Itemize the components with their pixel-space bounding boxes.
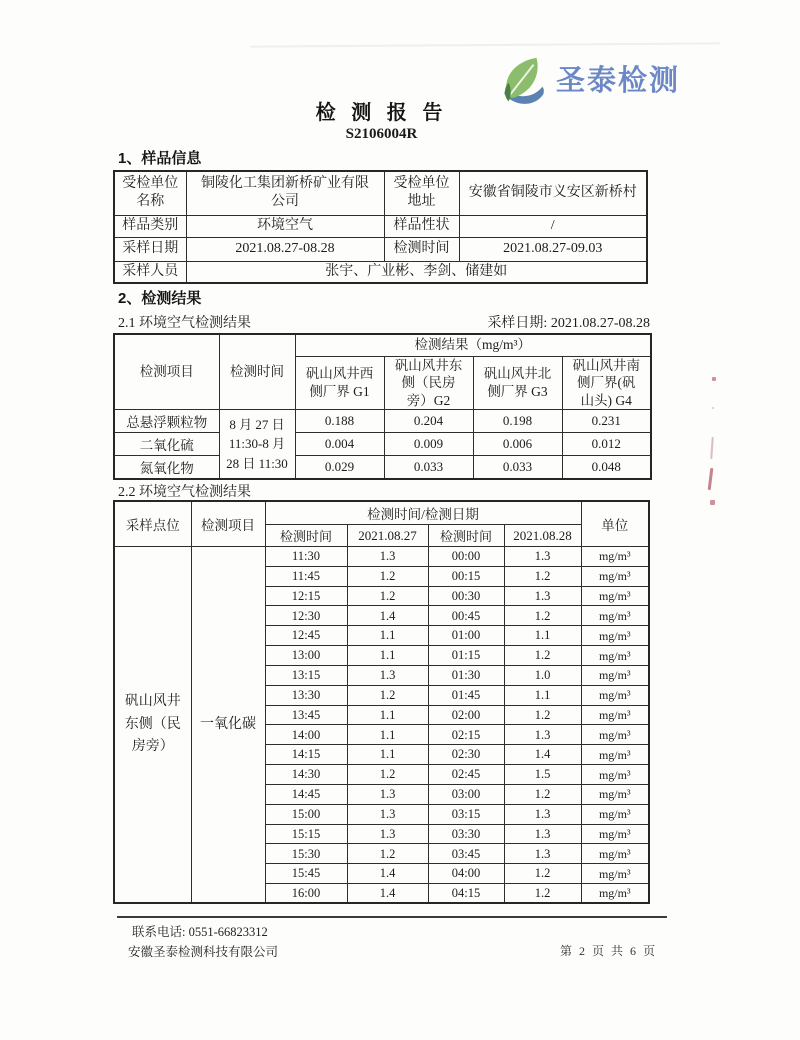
footer-company: 安徽圣泰检测科技有限公司	[128, 945, 279, 959]
value-cell: 1.2	[347, 685, 428, 705]
time-cell: 03:30	[428, 824, 504, 844]
value-cell: 0.231	[562, 410, 651, 433]
scan-red-mark	[710, 500, 715, 505]
value-cell: 0.033	[384, 456, 473, 480]
scan-red-mark	[708, 468, 714, 490]
value-cell: 1.5	[504, 765, 581, 785]
footer-page-number: 第 2 页 共 6 页	[560, 944, 658, 958]
unit-cell: mg/m³	[581, 606, 649, 626]
value-cell: 1.3	[347, 784, 428, 804]
value-cell: 1.2	[504, 606, 581, 626]
time-cell: 15:45	[265, 864, 347, 884]
unit-cell: mg/m³	[581, 626, 649, 646]
col-header-location-g1: 矾山风井西侧厂界 G1	[295, 356, 384, 410]
col-header-time2: 检测时间	[428, 525, 504, 547]
unit-cell: mg/m³	[581, 566, 649, 586]
value-cell: 1.2	[347, 765, 428, 785]
unit-cell: mg/m³	[581, 824, 649, 844]
table-row	[114, 501, 649, 525]
unit-cell: mg/m³	[581, 586, 649, 606]
label-sampling-personnel: 采样人员	[114, 261, 186, 283]
value-cell: 1.1	[347, 745, 428, 765]
time-cell: 12:45	[265, 626, 347, 646]
test-item-cell: 氮氧化物	[114, 456, 219, 480]
scan-red-mark	[712, 377, 716, 381]
col-header-sampling-point: 采样点位	[114, 501, 191, 547]
time-cell: 03:45	[428, 844, 504, 864]
unit-cell: mg/m³	[581, 547, 649, 567]
time-cell: 00:15	[428, 566, 504, 586]
value-cell: 0.048	[562, 456, 651, 480]
time-cell: 15:30	[265, 844, 347, 864]
value-cell: 0.198	[473, 410, 562, 433]
col-header-datetime: 检测时间/检测日期	[265, 501, 581, 525]
time-cell: 00:30	[428, 586, 504, 606]
value-cell: 1.4	[504, 745, 581, 765]
value-cell: 1.2	[347, 566, 428, 586]
scan-artifact-line	[250, 42, 720, 47]
value-cell: 0.029	[295, 456, 384, 480]
test-item-cell: 总悬浮颗粒物	[114, 410, 219, 433]
time-cell: 02:45	[428, 765, 504, 785]
col-header-date1: 2021.08.27	[347, 525, 428, 547]
time-cell: 15:00	[265, 804, 347, 824]
value-cell: 1.1	[504, 626, 581, 646]
time-cell: 01:30	[428, 665, 504, 685]
table-row	[114, 433, 651, 456]
value-cell: 1.4	[347, 884, 428, 904]
unit-cell: mg/m³	[581, 844, 649, 864]
col-header-location-g4: 矾山风井南侧厂界(矾山头) G4	[562, 356, 651, 410]
value-cell: 0.006	[473, 433, 562, 456]
value-cell: 0.012	[562, 433, 651, 456]
time-cell: 02:00	[428, 705, 504, 725]
unit-cell: mg/m³	[581, 705, 649, 725]
section1-heading: 1、样品信息	[118, 150, 202, 167]
table-row	[114, 410, 651, 433]
col-header-unit: 单位	[581, 501, 649, 547]
unit-cell: mg/m³	[581, 665, 649, 685]
value-cell: 1.3	[504, 844, 581, 864]
value-cell: 1.3	[504, 547, 581, 567]
value-cell: 1.2	[347, 844, 428, 864]
unit-cell: mg/m³	[581, 804, 649, 824]
value-sampling-personnel: 张宇、广业彬、李剑、储建如	[186, 261, 647, 283]
air-results-table	[113, 333, 652, 480]
time-cell: 13:15	[265, 665, 347, 685]
footer-phone: 联系电话: 0551-66823312	[132, 925, 268, 939]
col-header-location-g2: 矾山风井东侧（民房旁）G2	[384, 356, 473, 410]
label-sample-character: 样品性状	[384, 215, 459, 237]
time-cell: 14:00	[265, 725, 347, 745]
value-cell: 0.033	[473, 456, 562, 480]
time-cell: 03:00	[428, 784, 504, 804]
table-row	[114, 456, 651, 480]
table-row	[114, 215, 647, 237]
value-cell: 1.2	[504, 646, 581, 666]
value-cell: 1.2	[504, 884, 581, 904]
col-header-test-item: 检测项目	[114, 334, 219, 410]
sampling-date-note: 采样日期: 2021.08.27-08.28	[487, 316, 650, 331]
label-test-time: 检测时间	[384, 237, 459, 261]
col-header-location-g3: 矾山风井北侧厂界 G3	[473, 356, 562, 410]
unit-cell: mg/m³	[581, 884, 649, 904]
time-cell: 14:45	[265, 784, 347, 804]
value-cell: 0.188	[295, 410, 384, 433]
unit-cell: mg/m³	[581, 725, 649, 745]
value-cell: 1.3	[347, 804, 428, 824]
co-timeseries-table	[113, 500, 650, 904]
time-cell: 14:15	[265, 745, 347, 765]
sampling-point-cell: 矾山风井东侧（民房旁）	[114, 547, 191, 904]
value-cell: 1.1	[347, 725, 428, 745]
section21-heading: 2.1 环境空气检测结果	[118, 316, 251, 331]
unit-cell: mg/m³	[581, 646, 649, 666]
label-sample-type: 样品类别	[114, 215, 186, 237]
footer-divider	[117, 916, 667, 918]
value-cell: 1.0	[504, 665, 581, 685]
co-table-body	[114, 547, 649, 904]
value-test-time: 2021.08.27-09.03	[459, 237, 647, 261]
value-unit-name: 铜陵化工集团新桥矿业有限公司	[186, 171, 384, 215]
table-row	[114, 334, 651, 356]
label-sampling-date: 采样日期	[114, 237, 186, 261]
time-cell: 03:15	[428, 804, 504, 824]
time-range-cell: 8 月 27 日 11:30-8 月 28 日 11:30	[219, 410, 295, 480]
value-cell: 1.3	[347, 824, 428, 844]
label-unit-name: 受检单位名称	[114, 171, 186, 215]
section2-heading: 2、检测结果	[118, 290, 202, 307]
time-cell: 16:00	[265, 884, 347, 904]
time-cell: 15:15	[265, 824, 347, 844]
value-cell: 1.3	[504, 586, 581, 606]
value-cell: 0.009	[384, 433, 473, 456]
time-cell: 01:45	[428, 685, 504, 705]
table-row	[114, 237, 647, 261]
sample-info-table	[113, 170, 648, 284]
value-cell: 1.2	[504, 864, 581, 884]
value-cell: 1.3	[347, 547, 428, 567]
value-cell: 1.4	[347, 864, 428, 884]
value-cell: 0.204	[384, 410, 473, 433]
time-cell: 13:00	[265, 646, 347, 666]
col-header-time1: 检测时间	[265, 525, 347, 547]
time-cell: 11:30	[265, 547, 347, 567]
value-cell: 1.2	[504, 784, 581, 804]
value-cell: 0.004	[295, 433, 384, 456]
scan-red-mark	[712, 407, 714, 409]
report-number: S2106004R	[345, 126, 418, 142]
col-header-results: 检测结果（mg/m³）	[295, 334, 651, 356]
time-cell: 02:15	[428, 725, 504, 745]
time-cell: 00:00	[428, 547, 504, 567]
unit-cell: mg/m³	[581, 745, 649, 765]
value-sampling-date: 2021.08.27-08.28	[186, 237, 384, 261]
time-cell: 11:45	[265, 566, 347, 586]
time-cell: 02:30	[428, 745, 504, 765]
time-cell: 12:30	[265, 606, 347, 626]
table-row	[114, 547, 649, 567]
col-header-date2: 2021.08.28	[504, 525, 581, 547]
col-header-test-item: 检测项目	[191, 501, 265, 547]
unit-cell: mg/m³	[581, 784, 649, 804]
value-cell: 1.3	[504, 804, 581, 824]
document-title: 检 测 报 告	[315, 102, 448, 124]
unit-cell: mg/m³	[581, 685, 649, 705]
value-cell: 1.3	[504, 824, 581, 844]
table-row	[114, 171, 647, 215]
unit-cell: mg/m³	[581, 765, 649, 785]
label-unit-address: 受检单位地址	[384, 171, 459, 215]
logo-text: 圣泰检测	[556, 64, 681, 97]
value-cell: 1.4	[347, 606, 428, 626]
value-cell: 1.2	[347, 586, 428, 606]
time-cell: 04:00	[428, 864, 504, 884]
col-header-test-time: 检测时间	[219, 334, 295, 410]
unit-cell: mg/m³	[581, 864, 649, 884]
table-row	[114, 261, 647, 283]
time-cell: 14:30	[265, 765, 347, 785]
value-sample-character: /	[459, 215, 647, 237]
time-cell: 04:15	[428, 884, 504, 904]
value-cell: 1.1	[347, 705, 428, 725]
value-cell: 1.1	[504, 685, 581, 705]
value-cell: 1.2	[504, 705, 581, 725]
value-cell: 1.1	[347, 626, 428, 646]
section22-heading: 2.2 环境空气检测结果	[118, 485, 251, 500]
value-cell: 1.3	[347, 665, 428, 685]
time-cell: 13:45	[265, 705, 347, 725]
time-cell: 01:00	[428, 626, 504, 646]
time-cell: 12:15	[265, 586, 347, 606]
value-cell: 1.1	[347, 646, 428, 666]
scan-red-mark	[710, 437, 714, 459]
test-item-cell: 一氧化碳	[191, 547, 265, 904]
time-cell: 00:45	[428, 606, 504, 626]
value-unit-address: 安徽省铜陵市义安区新桥村	[459, 171, 647, 215]
test-item-cell: 二氧化硫	[114, 433, 219, 456]
value-cell: 1.3	[504, 725, 581, 745]
time-cell: 01:15	[428, 646, 504, 666]
value-cell: 1.2	[504, 566, 581, 586]
time-cell: 13:30	[265, 685, 347, 705]
value-sample-type: 环境空气	[186, 215, 384, 237]
